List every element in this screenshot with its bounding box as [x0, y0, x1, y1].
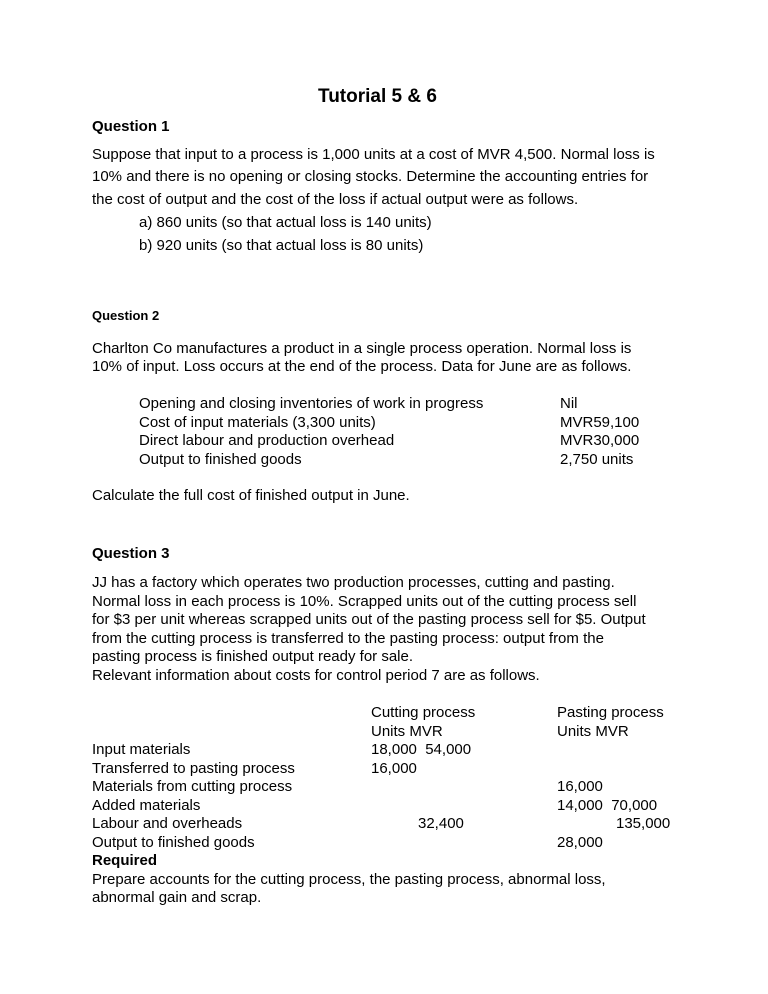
required-heading: Required: [92, 852, 158, 869]
question-3-text-line: pasting process is finished output ready for sale.: [92, 648, 414, 665]
question-1-text-line: the cost of output and the cost of the loss if actual output were as follows.: [92, 191, 579, 208]
q3-row-label: Input materials: [92, 741, 191, 758]
question-2-row-label: Cost of input materials (3,300 units): [139, 414, 376, 431]
q3-row-label: Output to finished goods: [92, 834, 255, 851]
required-text-line: abnormal gain and scrap.: [92, 889, 262, 906]
question-2-row-value: 2,750 units: [560, 451, 634, 468]
question-1-item-b: b) 920 units (so that actual loss is 80 units): [139, 237, 424, 254]
question-3-text-line: Normal loss in each process is 10%. Scrapped units out of the cutting process sell: [92, 593, 637, 610]
q3-row-cutting-value: 32,400: [418, 815, 464, 832]
page-title: Tutorial 5 & 6: [318, 86, 437, 107]
question-2-row-label: Output to finished goods: [139, 451, 302, 468]
question-3-text-line: Relevant information about costs for control period 7 are as follows.: [92, 667, 540, 684]
q3-row-label: Transferred to pasting process: [92, 760, 295, 777]
question-2-text-line: Charlton Co manufactures a product in a single process operation. Normal loss is: [92, 340, 632, 357]
question-2-heading: Question 2: [92, 308, 160, 323]
question-3-heading: Question 3: [92, 545, 170, 562]
q3-row-cutting-value: 16,000: [371, 760, 417, 777]
question-3-text-line: for $3 per unit whereas scrapped units out of the pasting process sell for $5. Output: [92, 611, 646, 628]
q3-row-pasting-value: 135,000: [616, 815, 671, 832]
required-text-line: Prepare accounts for the cutting process, the pasting process, abnormal loss,: [92, 871, 606, 888]
q3-row-pasting-value: 28,000: [557, 834, 603, 851]
question-2-text-line: 10% of input. Loss occurs at the end of the process. Data for June are as follows.: [92, 358, 632, 375]
q3-row-cutting-value: 18,000 54,000: [371, 741, 472, 758]
cutting-process-subheader: Units MVR: [371, 723, 443, 740]
question-1-item-a: a) 860 units (so that actual loss is 140 units): [139, 214, 432, 231]
pasting-process-header: Pasting process: [557, 704, 664, 721]
question-1-text-line: Suppose that input to a process is 1,000 units at a cost of MVR 4,500. Normal loss is: [92, 146, 655, 163]
question-3-text-line: JJ has a factory which operates two production processes, cutting and pasting.: [92, 574, 615, 591]
q3-row-label: Added materials: [92, 797, 201, 814]
question-2-row-value: MVR59,100: [560, 414, 640, 431]
question-3-text-line: from the cutting process is transferred to the pasting process: output from the: [92, 630, 604, 647]
question-1-text-line: 10% and there is no opening or closing stocks. Determine the accounting entries for: [92, 168, 649, 185]
q3-row-label: Labour and overheads: [92, 815, 243, 832]
question-2-row-value: Nil: [560, 395, 578, 412]
q3-row-pasting-value: 16,000: [557, 778, 603, 795]
pasting-process-subheader: Units MVR: [557, 723, 629, 740]
cutting-process-header: Cutting process: [371, 704, 476, 721]
question-2-row-label: Direct labour and production overhead: [139, 432, 395, 449]
question-1-heading: Question 1: [92, 118, 170, 135]
question-2-instruction: Calculate the full cost of finished output in June.: [92, 487, 410, 504]
q3-row-label: Materials from cutting process: [92, 778, 293, 795]
q3-row-pasting-value: 14,000 70,000: [557, 797, 658, 814]
question-2-row-value: MVR30,000: [560, 432, 640, 449]
question-2-row-label: Opening and closing inventories of work in progress: [139, 395, 484, 412]
